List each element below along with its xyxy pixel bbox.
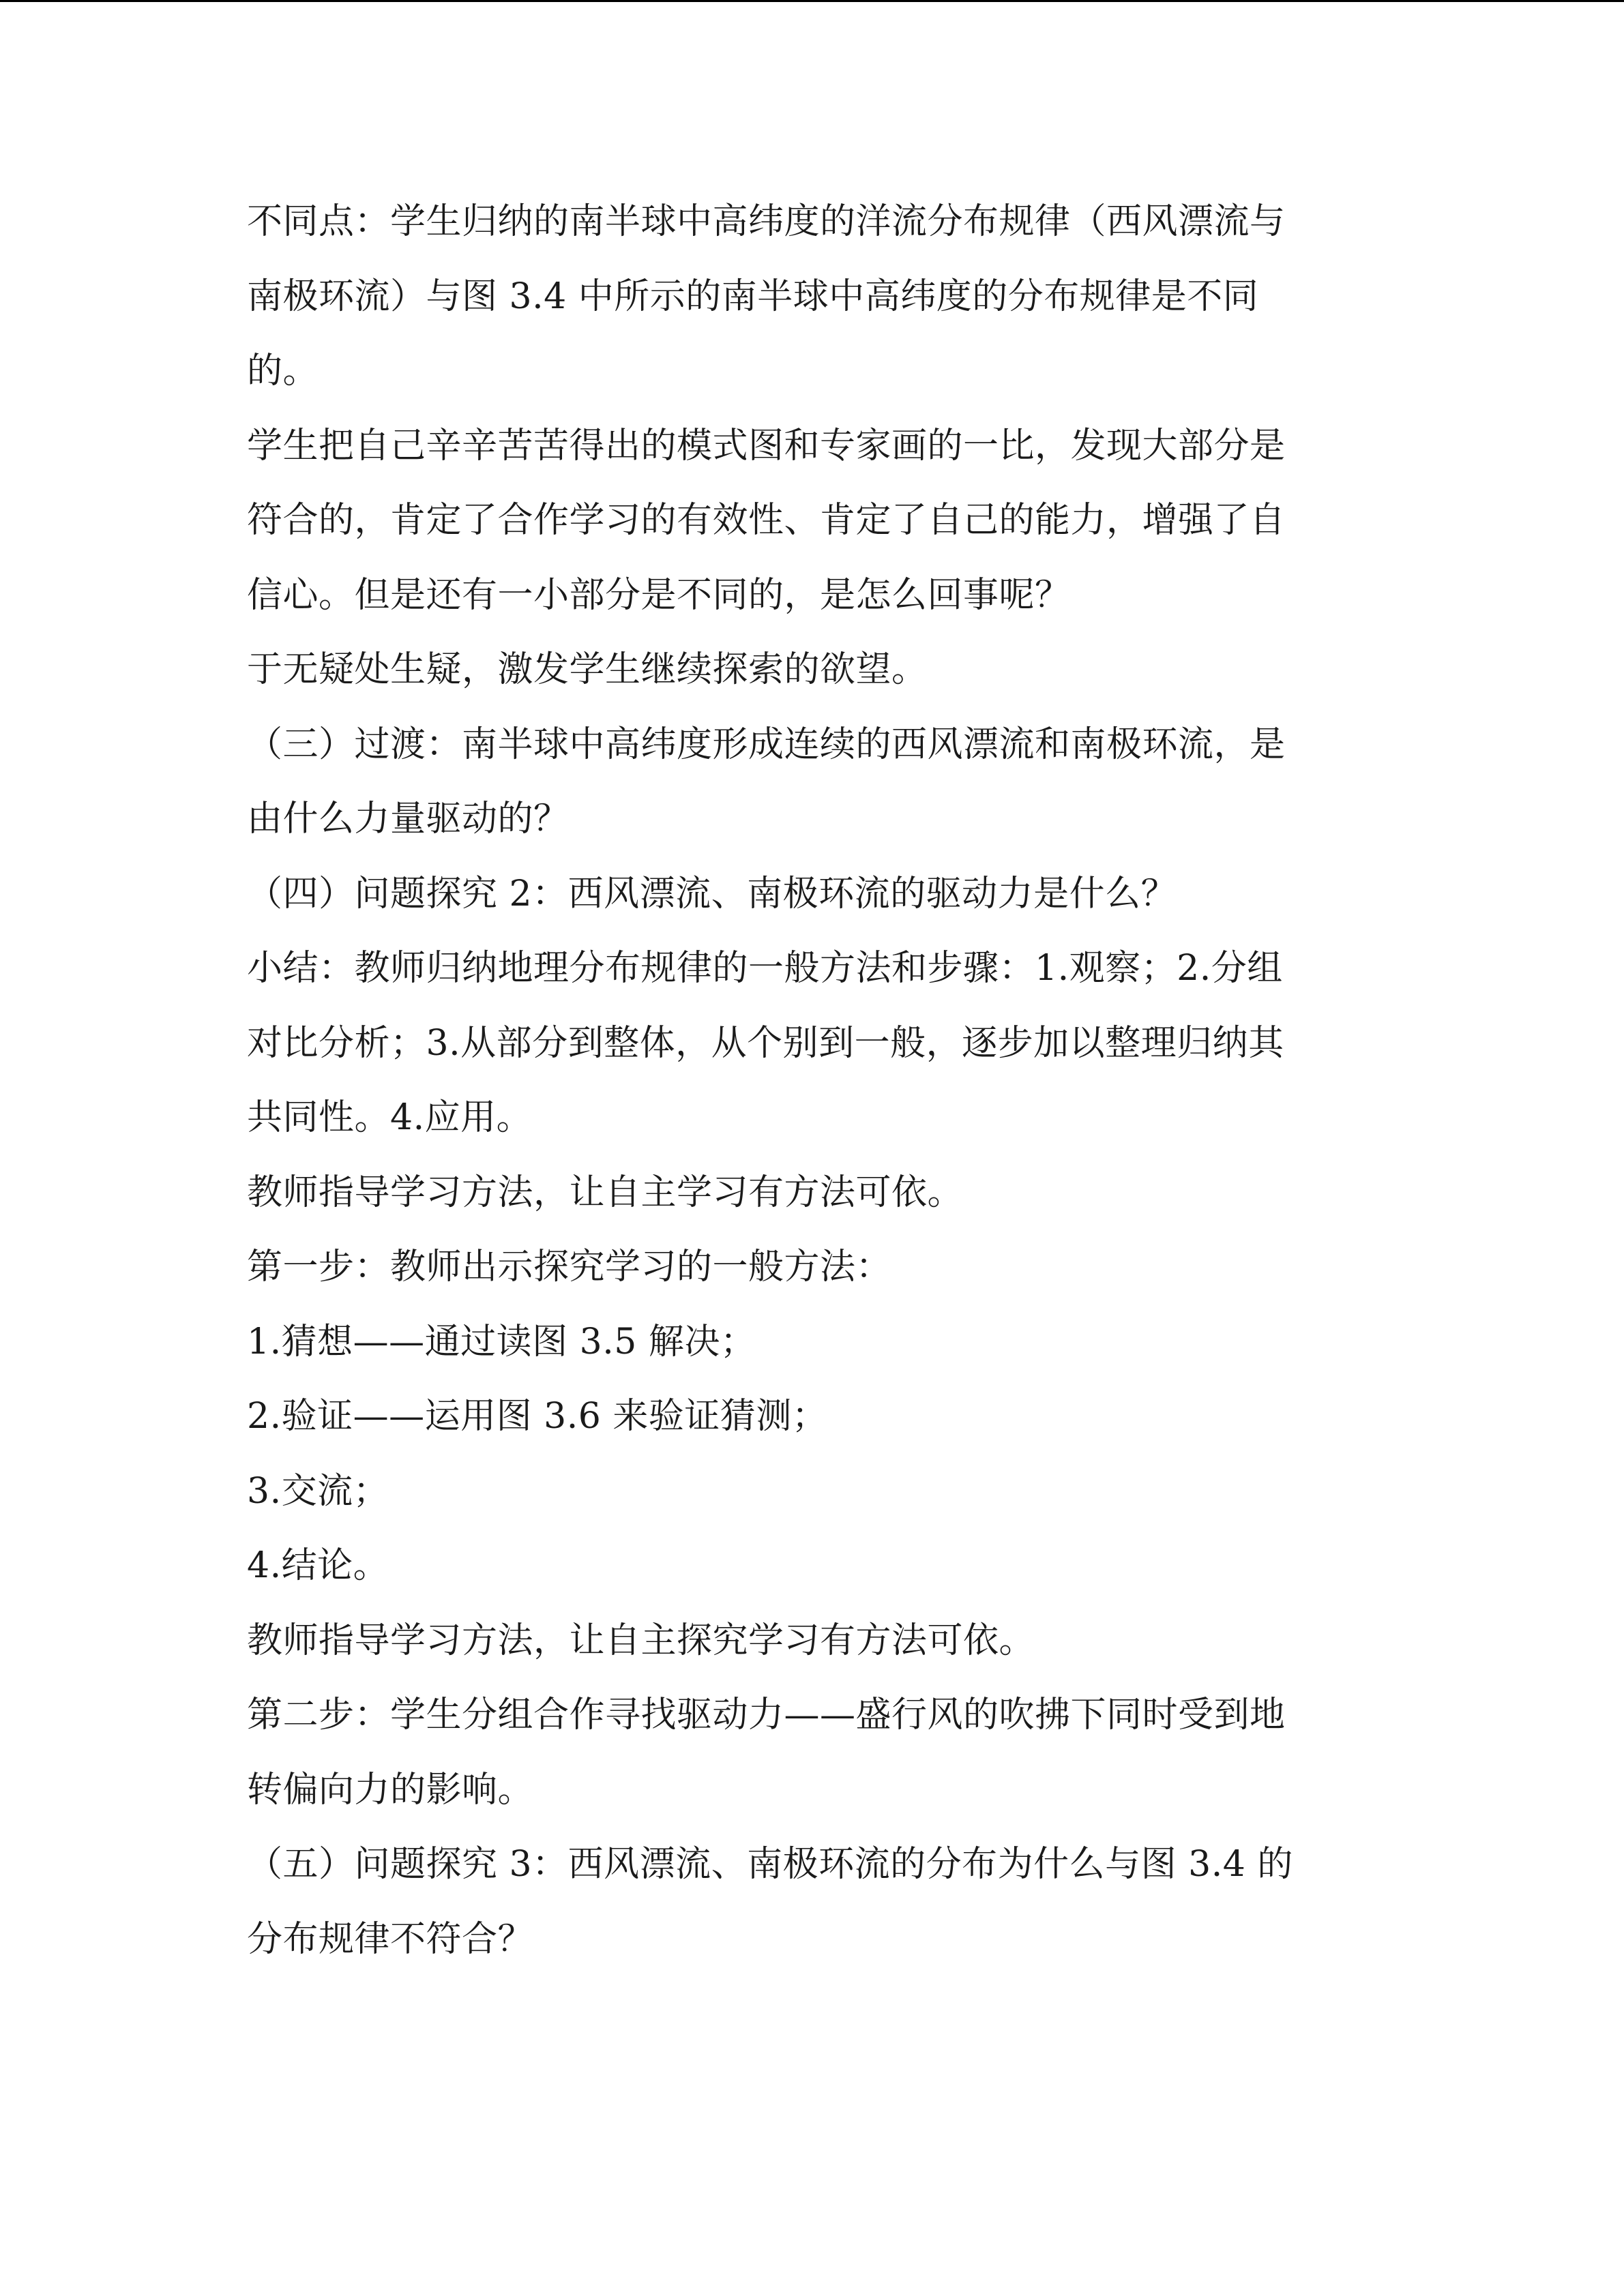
text-line: 第二步：学生分组合作寻找驱动力——盛行风的吹拂下同时受到地 bbox=[247, 1695, 1286, 1735]
text-line: 的。 bbox=[247, 351, 319, 391]
text-line: （四）问题探究 2：西风漂流、南极环流的驱动力是什么？ bbox=[247, 873, 1177, 914]
text-line: 南极环流）与图 3.4 中所示的南半球中高纬度的分布规律是不同 bbox=[247, 275, 1259, 317]
text-line: 对比分析；3.从部分到整体，从个别到一般，逐步加以整理归纳其 bbox=[247, 1022, 1284, 1064]
text-line: 3.交流； bbox=[247, 1470, 389, 1512]
text-line: （五）问题探究 3：西风漂流、南极环流的分布为什么与图 3.4 的 bbox=[247, 1844, 1293, 1885]
text-line: 学生把自己辛辛苦苦得出的模式图和专家画的一比，发现大部分是 bbox=[247, 425, 1286, 466]
text-line: 教师指导学习方法，让自主探究学习有方法可依。 bbox=[247, 1620, 1035, 1661]
text-line: 教师指导学习方法，让自主学习有方法可依。 bbox=[247, 1172, 964, 1213]
text-line: 2.验证——运用图 3.6 来验证猜测； bbox=[247, 1396, 828, 1437]
text-line: 分布规律不符合？ bbox=[247, 1918, 534, 1960]
text-line: 不同点：学生归纳的南半球中高纬度的洋流分布规律（西风漂流与 bbox=[247, 201, 1286, 242]
text-line: 符合的，肯定了合作学习的有效性、肯定了自己的能力，增强了自 bbox=[247, 500, 1286, 541]
text-line: 转偏向力的影响。 bbox=[247, 1769, 534, 1810]
text-line: 共同性。4.应用。 bbox=[247, 1097, 533, 1138]
text-line: （三）过渡：南半球中高纬度形成连续的西风漂流和南极环流，是 bbox=[247, 724, 1286, 765]
text-line: 信心。但是还有一小部分是不同的，是怎么回事呢？ bbox=[247, 574, 1071, 616]
text-line: 于无疑处生疑，激发学生继续探索的欲望。 bbox=[247, 649, 928, 690]
text-line: 第一步：教师出示探究学习的一般方法： bbox=[247, 1247, 892, 1287]
text-line: 小结：教师归纳地理分布规律的一般方法和步骤：1.观察；2.分组 bbox=[247, 948, 1283, 989]
text-line: 由什么力量驱动的？ bbox=[247, 799, 570, 839]
document-body bbox=[247, 185, 1365, 1977]
text-line: 1.猜想——通过读图 3.5 解决； bbox=[247, 1321, 756, 1362]
text-line: 4.结论。 bbox=[247, 1545, 389, 1586]
